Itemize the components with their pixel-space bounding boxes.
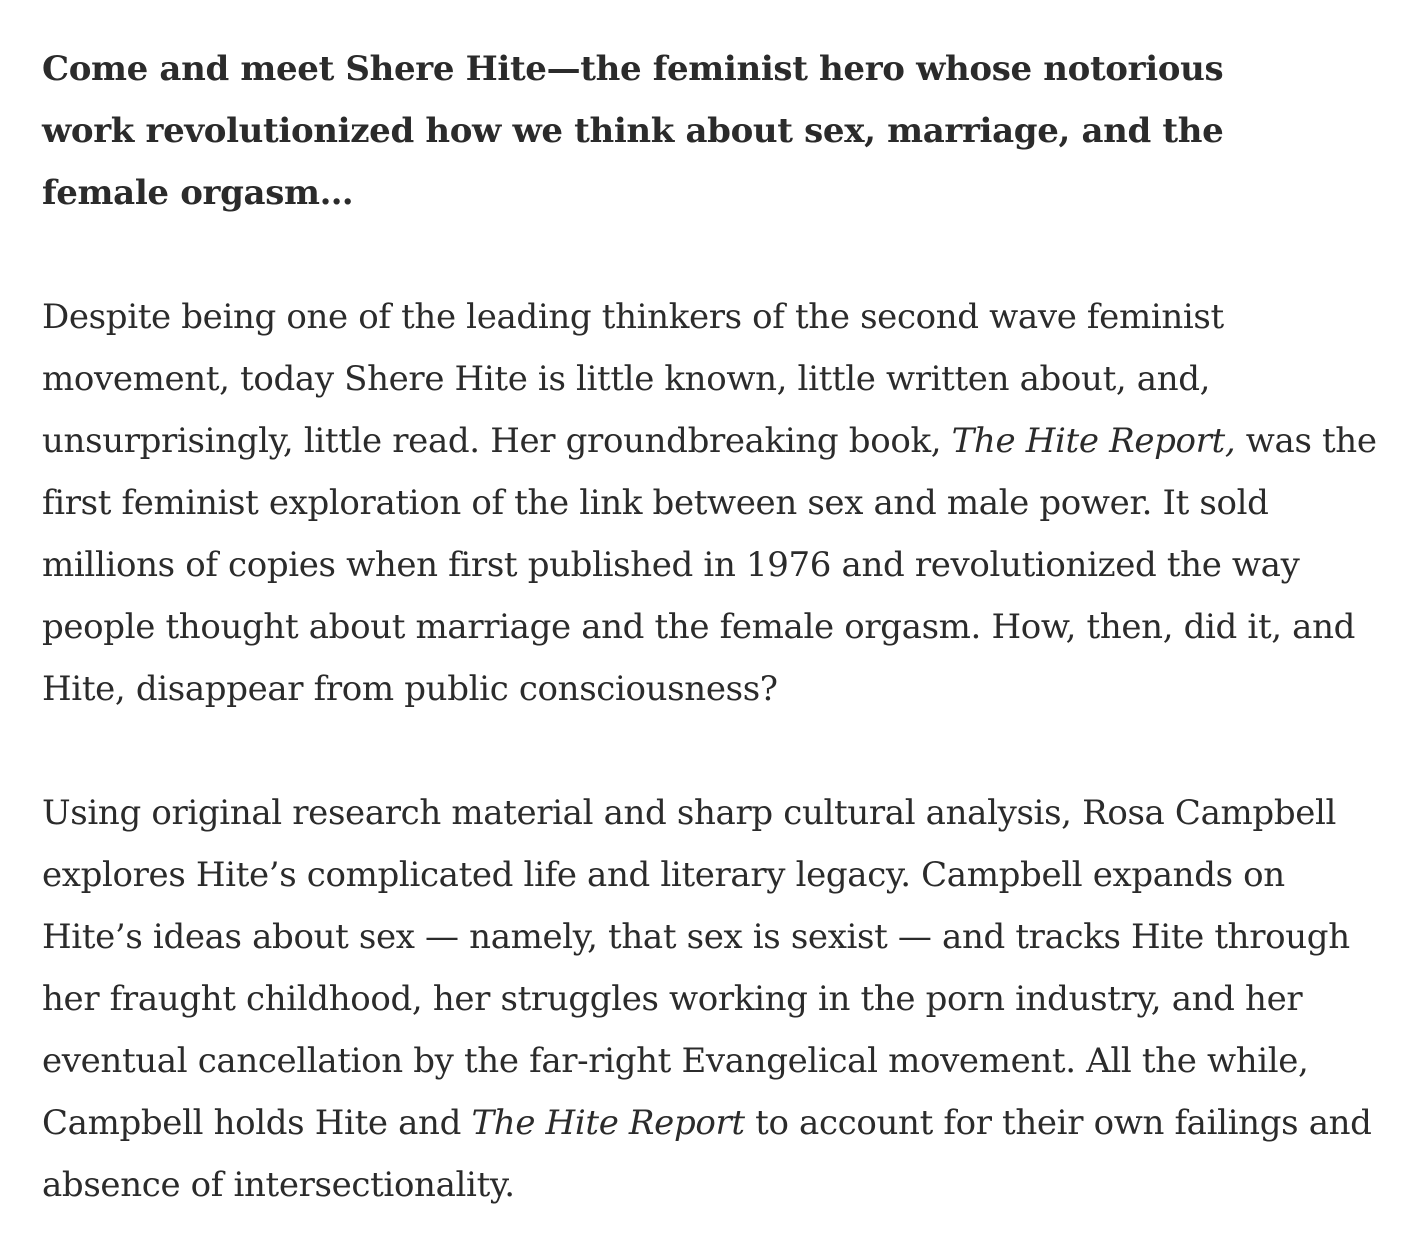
book-description — [42, 38, 1382, 1216]
paragraph-1-text-start: Despite being one of the leading thinkers of the second wave feminist movement, today Shere Hite is little known, little written about, and, unsurprisingly, little read. Her groundbreaking book, — [42, 297, 1224, 461]
book-title-italic: The Hite Report — [471, 1103, 745, 1143]
book-title-italic: The Hite Report, — [951, 421, 1236, 461]
paragraph-2-text-end: to account for their own failings and absence of intersectionality. — [42, 1103, 1372, 1205]
lead-paragraph: Come and meet Shere Hite—the feminist hero whose notorious work revolutionized how we think about sex, marriage, and the female orgasm… — [42, 49, 1224, 213]
description-paragraph-1 — [42, 286, 1382, 720]
paragraph-2-text-start: Using original research material and sharp cultural analysis, Rosa Campbell explores Hite’s complicated life and literary legacy. Campbell expands on Hite’s ideas about sex — namely, that sex is sexist — and tracks Hite through her fraught childhood, her struggles working in the porn industry, and her eventual cancellation by the far-right Evangelical movement. All the while, Campbell holds Hite and — [42, 793, 1350, 1143]
paragraph-1-text-end: was the first feminist exploration of the link between sex and male power. It sold millions of copies when first published in 1976 and revolutionized the way people thought about marriage and the female orgasm. How, then, did it, and Hite, disappear from public consciousness? — [42, 421, 1377, 709]
description-paragraph-2 — [42, 782, 1382, 1216]
